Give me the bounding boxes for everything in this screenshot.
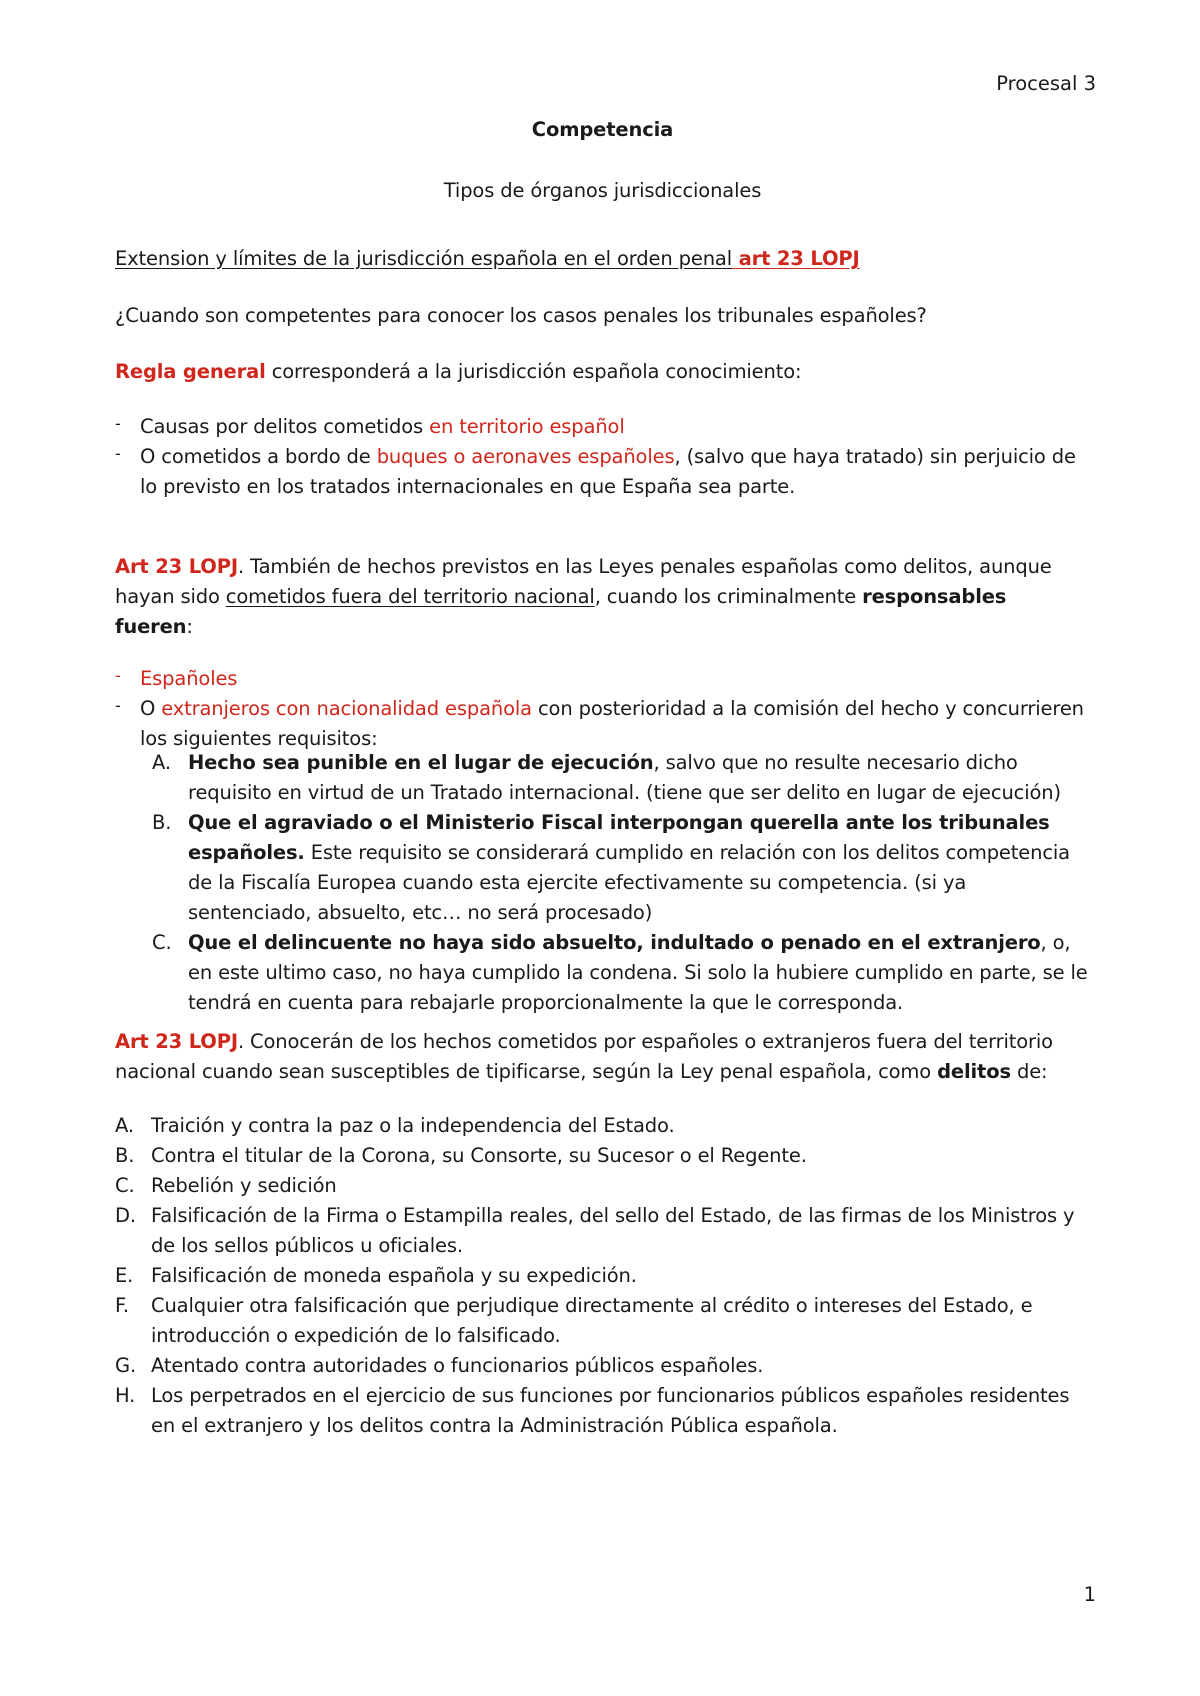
article-text: :	[186, 615, 193, 638]
crime-text: Falsificación de la Firma o Estampilla reales, del sello del Estado, de las firmas de los Ministros y de los sellos públicos u oficiales.	[151, 1204, 1075, 1257]
crime-text: Atentado contra autoridades o funcionarios públicos españoles.	[151, 1354, 764, 1377]
list-marker: D.	[115, 1204, 136, 1227]
section-heading	[115, 244, 1090, 274]
crime-text: Falsificación de moneda española y su expedición.	[151, 1264, 637, 1287]
article-bold-text: responsables fueren	[115, 585, 1007, 638]
question: ¿Cuando son competentes para conocer los casos penales los tribunales españoles?	[115, 304, 927, 327]
article-text: de:	[1010, 1060, 1048, 1083]
article-text: . Conocerán de los hechos cometidos por españoles o extranjeros fuera del territorio nacional cuando sean susceptibles de tipificarse, según la Ley penal española, como	[115, 1030, 1053, 1083]
requirement-item	[115, 928, 1090, 1018]
list-item-text-end: , (salvo que haya tratado) sin perjuicio de lo previsto en los tratados internacionales en que España sea parte.	[140, 445, 1076, 498]
requirement-text: Este requisito se considerará cumplido en relación con los delitos competencia de la Fiscalía Europea cuando esta ejercite efectivamente su competencia. (si ya sentenciado, absuelto, etc… no será procesado)	[188, 841, 1070, 924]
list-marker: C.	[152, 931, 172, 954]
list-marker: G.	[115, 1354, 137, 1377]
list-marker: B.	[115, 1144, 135, 1167]
crime-text: Traición y contra la paz o la independencia del Estado.	[151, 1114, 675, 1137]
list-marker: B.	[152, 811, 172, 834]
list-item-highlight: en territorio español	[429, 415, 625, 438]
list-item-text: O	[140, 697, 162, 720]
article-label: Art 23 LOPJ	[115, 1030, 238, 1053]
requirement-bold: Hecho sea punible en el lugar de ejecución	[188, 751, 654, 774]
list-item-highlight: extranjeros con nacionalidad española	[161, 697, 532, 720]
crimes-list	[115, 1111, 1090, 1441]
requirement-text: , o, en este ultimo caso, no haya cumplido la condena. Si solo la hubiere cumplido en parte, se le tendrá en cuenta para rebajarle proporcionalmente la que le corresponda.	[188, 931, 1088, 1014]
document-title: Competencia	[531, 118, 674, 141]
general-rule-list	[115, 412, 1090, 502]
section-heading-text: Extension y límites de la jurisdicción española en el orden penal	[115, 247, 732, 270]
requirements-list	[115, 748, 1090, 1018]
list-marker: F.	[115, 1294, 129, 1317]
crime-text: Contra el titular de la Corona, su Consorte, su Sucesor o el Regente.	[151, 1144, 807, 1167]
list-item	[115, 442, 1090, 502]
crime-item	[115, 1141, 1090, 1171]
list-marker: C.	[115, 1174, 135, 1197]
article-paragraph-1	[115, 552, 1090, 642]
list-item	[115, 694, 1090, 754]
crime-item	[115, 1111, 1090, 1141]
list-item	[115, 412, 1090, 442]
list-item	[115, 664, 1090, 694]
requirement-bold: Que el agraviado o el Ministerio Fiscal interpongan querella ante los tribunales españoles.	[188, 811, 1050, 864]
list-marker: H.	[115, 1384, 136, 1407]
article-text: . También de hechos previstos en las Leyes penales españolas como delitos, aunque hayan sido	[115, 555, 1052, 608]
crime-item	[115, 1291, 1090, 1351]
list-marker: E.	[115, 1264, 134, 1287]
general-rule-text: corresponderá a la jurisdicción española conocimiento:	[265, 360, 802, 383]
crime-item	[115, 1171, 1090, 1201]
crime-text: Cualquier otra falsificación que perjudique directamente al crédito o intereses del Estado, e introducción o expedición de lo falsificado.	[151, 1294, 1033, 1347]
document-subtitle: Tipos de órganos jurisdiccionales	[443, 179, 762, 202]
article-text: , cuando los criminalmente	[594, 585, 863, 608]
list-marker: A.	[115, 1114, 134, 1137]
crime-item	[115, 1261, 1090, 1291]
page-header: Procesal 3	[996, 72, 1096, 95]
article-underlined-text: cometidos fuera del territorio nacional	[225, 585, 595, 608]
requirement-item	[115, 748, 1090, 808]
crime-text: Rebelión y sedición	[151, 1174, 337, 1197]
requirement-bold: Que el delincuente no haya sido absuelto, indultado o penado en el extranjero	[188, 931, 1041, 954]
list-item-text: O cometidos a bordo de	[140, 445, 377, 468]
crime-item	[115, 1201, 1090, 1261]
section-heading-article: art 23 LOPJ	[731, 247, 860, 270]
article-label: Art 23 LOPJ	[115, 555, 238, 578]
crime-text: Los perpetrados en el ejercicio de sus funciones por funcionarios públicos españoles residentes en el extranjero y los delitos contra la Administración Pública española.	[151, 1384, 1070, 1437]
general-rule-label: Regla general	[115, 360, 266, 383]
requirement-item	[115, 808, 1090, 928]
list-marker: A.	[152, 751, 171, 774]
crime-item	[115, 1381, 1090, 1441]
responsibles-list	[115, 664, 1090, 754]
article-paragraph-2	[115, 1027, 1090, 1087]
list-item-highlight: buques o aeronaves españoles	[376, 445, 675, 468]
list-item-text: Causas por delitos cometidos	[140, 415, 430, 438]
crime-item	[115, 1351, 1090, 1381]
requirement-text: , salvo que no resulte necesario dicho requisito en virtud de un Tratado internacional. (tiene que ser delito en lugar de ejecución)	[188, 751, 1061, 804]
page-number: 1	[1083, 1583, 1096, 1606]
list-item-text-end: con posterioridad a la comisión del hecho y concurrieren los siguientes requisitos:	[140, 697, 1084, 750]
list-item-text: Españoles	[140, 667, 238, 690]
article-bold-text: delitos	[937, 1060, 1011, 1083]
general-rule	[115, 357, 1090, 387]
